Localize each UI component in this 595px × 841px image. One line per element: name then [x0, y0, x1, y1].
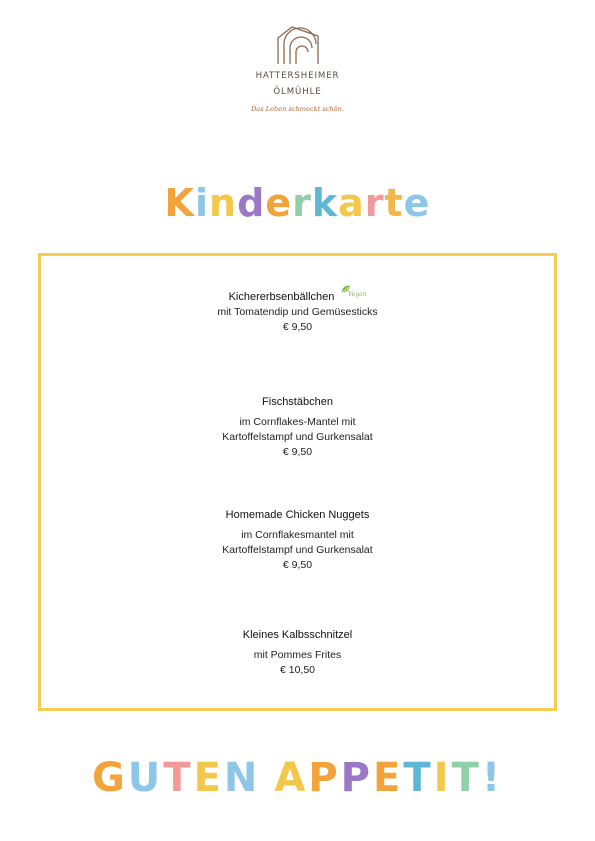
dish-name: Kleines Kalbsschnitzel — [242, 629, 353, 641]
menu-item — [41, 395, 554, 460]
title-letter: r — [292, 181, 312, 225]
dish-description: mit Tomatendip und Gemüsesticks — [217, 306, 378, 318]
footer-greeting — [0, 750, 595, 806]
footer-letter: T — [451, 755, 482, 801]
title-letter: n — [209, 181, 238, 225]
logo — [0, 24, 595, 113]
dish-description: im Cornflakesmantel mit — [241, 529, 354, 541]
title-letter: t — [384, 181, 404, 225]
title-letter: e — [265, 181, 293, 225]
dish-price: € 10,50 — [279, 664, 316, 676]
menu-frame — [38, 253, 557, 711]
footer-letter: P — [308, 755, 341, 801]
logo-name-line1: HATTERSHEIMER — [255, 71, 340, 81]
dish-name: Kichererbsenbällchen — [228, 291, 335, 303]
footer-letter: U — [127, 755, 164, 801]
title-letter: k — [311, 181, 339, 225]
vegan-badge-text: Vegan — [348, 291, 367, 299]
footer-letter: I — [433, 755, 452, 801]
footer-letter: G — [91, 755, 128, 801]
logo-name-line2: ÖLMÜHLE — [273, 87, 322, 97]
footer-letter: T — [403, 755, 434, 801]
title-letter: r — [364, 181, 385, 225]
footer-letter: E — [373, 755, 404, 801]
page-title — [0, 178, 595, 228]
dish-price: € 9,50 — [282, 321, 313, 333]
dish-description: mit Pommes Frites — [253, 649, 342, 661]
footer-letter: A — [274, 755, 309, 801]
dish-description: Kartoffelstampf und Gurkensalat — [222, 544, 373, 556]
title-letter: d — [237, 181, 266, 225]
menu-item — [41, 290, 554, 335]
vegan-leaf-icon — [340, 284, 366, 298]
menu-item — [41, 628, 554, 678]
footer-letter: T — [163, 755, 194, 801]
dish-description: im Cornflakes-Mantel mit — [239, 416, 356, 428]
title-letter: K — [164, 181, 195, 225]
dish-price: € 9,50 — [282, 559, 313, 571]
dish-name: Homemade Chicken Nuggets — [225, 509, 370, 521]
dish-price: € 9,50 — [282, 446, 313, 458]
logo-tagline: Das Leben schmeckt schön. — [251, 105, 344, 113]
house-arc-logo-icon — [274, 24, 322, 66]
title-letter: i — [194, 181, 210, 225]
title-letter: e — [403, 181, 431, 225]
footer-letter: ! — [481, 755, 504, 801]
footer-letter: N — [223, 755, 261, 801]
footer-letter: P — [340, 755, 373, 801]
dish-description: Kartoffelstampf und Gurkensalat — [222, 431, 373, 443]
menu-item — [41, 508, 554, 573]
footer-letter: E — [193, 755, 224, 801]
title-letter: a — [338, 181, 365, 225]
dish-name: Fischstäbchen — [262, 396, 333, 408]
